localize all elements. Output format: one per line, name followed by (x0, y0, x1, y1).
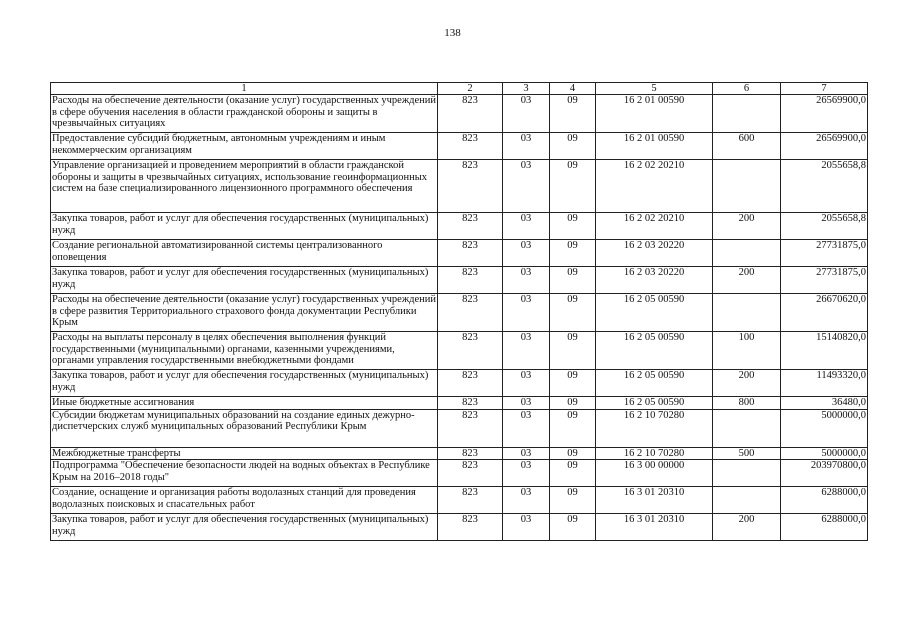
budget-table (50, 82, 868, 541)
header-col-3: 3 (503, 83, 550, 95)
header-col-6: 6 (713, 83, 781, 95)
row-name: Межбюджетные трансферты (51, 447, 438, 460)
row-subsection-code: 09 (550, 460, 596, 487)
row-subsection-code: 09 (550, 514, 596, 541)
row-name: Расходы на обеспечение деятельности (оказание услуг) государственных учреждений в сфере обучения населения в области гражданской обороны и защиты в чрезвычайных ситуациях (51, 95, 438, 133)
table-row (51, 447, 868, 460)
row-expense-type (713, 487, 781, 514)
row-name: Управление организацией и проведением мероприятий в области гражданской обороны и защиты в чрезвычайных ситуациях, использование геоинформационных систем на базе специализированного лицензионного программного обеспечения (51, 160, 438, 213)
row-section-code: 03 (503, 267, 550, 294)
table-row (51, 332, 868, 370)
row-subsection-code: 09 (550, 267, 596, 294)
row-amount: 6288000,0 (781, 487, 868, 514)
row-target-article: 16 2 03 20220 (596, 267, 713, 294)
row-subsection-code: 09 (550, 133, 596, 160)
table-row (51, 460, 868, 487)
row-subsection-code: 09 (550, 294, 596, 332)
table-row (51, 213, 868, 240)
row-expense-type (713, 294, 781, 332)
table-header-row (51, 83, 868, 95)
row-subsection-code: 09 (550, 370, 596, 397)
row-target-article: 16 2 05 00590 (596, 332, 713, 370)
table-row (51, 487, 868, 514)
row-expense-type: 800 (713, 397, 781, 410)
header-col-4: 4 (550, 83, 596, 95)
row-expense-type (713, 160, 781, 213)
row-section-code: 03 (503, 294, 550, 332)
row-target-article: 16 3 01 20310 (596, 487, 713, 514)
row-amount: 26670620,0 (781, 294, 868, 332)
row-subsection-code: 09 (550, 332, 596, 370)
row-target-article: 16 3 00 00000 (596, 460, 713, 487)
row-amount: 203970800,0 (781, 460, 868, 487)
row-name: Создание региональной автоматизированной системы централизованного оповещения (51, 240, 438, 267)
row-amount: 6288000,0 (781, 514, 868, 541)
row-name: Закупка товаров, работ и услуг для обеспечения государственных (муниципальных) нужд (51, 514, 438, 541)
table-row (51, 514, 868, 541)
table-row (51, 133, 868, 160)
row-expense-type: 200 (713, 213, 781, 240)
row-expense-type (713, 460, 781, 487)
table-row (51, 240, 868, 267)
row-subsection-code: 09 (550, 213, 596, 240)
row-amount: 15140820,0 (781, 332, 868, 370)
table-row (51, 267, 868, 294)
row-expense-type (713, 95, 781, 133)
row-name: Субсидии бюджетам муниципальных образований на создание единых дежурно-диспетчерских служб муниципальных образований Республики Крым (51, 409, 438, 447)
row-section-code: 03 (503, 460, 550, 487)
row-target-article: 16 3 01 20310 (596, 514, 713, 541)
row-ministry-code: 823 (438, 95, 503, 133)
row-target-article: 16 2 05 00590 (596, 294, 713, 332)
row-section-code: 03 (503, 447, 550, 460)
header-col-7: 7 (781, 83, 868, 95)
row-name: Расходы на обеспечение деятельности (оказание услуг) государственных учреждений в сфере развития Территориального страхового фонда документации Республики Крым (51, 294, 438, 332)
row-section-code: 03 (503, 240, 550, 267)
row-ministry-code: 823 (438, 240, 503, 267)
row-expense-type (713, 409, 781, 447)
table-row (51, 397, 868, 410)
row-ministry-code: 823 (438, 267, 503, 294)
row-name: Закупка товаров, работ и услуг для обеспечения государственных (муниципальных) нужд (51, 213, 438, 240)
row-subsection-code: 09 (550, 397, 596, 410)
row-target-article: 16 2 02 20210 (596, 160, 713, 213)
row-subsection-code: 09 (550, 240, 596, 267)
row-section-code: 03 (503, 213, 550, 240)
row-ministry-code: 823 (438, 294, 503, 332)
row-name: Подпрограмма "Обеспечение безопасности людей на водных объектах в Республике Крым на 2016–2018 годы" (51, 460, 438, 487)
table-row (51, 160, 868, 213)
row-target-article: 16 2 01 00590 (596, 95, 713, 133)
row-target-article: 16 2 10 70280 (596, 447, 713, 460)
row-section-code: 03 (503, 133, 550, 160)
row-expense-type: 100 (713, 332, 781, 370)
row-ministry-code: 823 (438, 397, 503, 410)
row-amount: 26569900,0 (781, 133, 868, 160)
row-expense-type: 200 (713, 267, 781, 294)
row-subsection-code: 09 (550, 487, 596, 514)
row-subsection-code: 09 (550, 409, 596, 447)
row-ministry-code: 823 (438, 409, 503, 447)
row-name: Расходы на выплаты персоналу в целях обеспечения выполнения функций государственными (муниципальными) органами, казенными учреждениями, органами управления государственными внебюджетными фондами (51, 332, 438, 370)
row-amount: 27731875,0 (781, 267, 868, 294)
row-section-code: 03 (503, 95, 550, 133)
row-ministry-code: 823 (438, 133, 503, 160)
row-amount: 5000000,0 (781, 447, 868, 460)
row-amount: 11493320,0 (781, 370, 868, 397)
row-amount: 5000000,0 (781, 409, 868, 447)
row-ministry-code: 823 (438, 160, 503, 213)
row-section-code: 03 (503, 514, 550, 541)
row-expense-type: 200 (713, 370, 781, 397)
table-row (51, 95, 868, 133)
page-number: 138 (444, 27, 461, 39)
row-section-code: 03 (503, 397, 550, 410)
row-name: Закупка товаров, работ и услуг для обеспечения государственных (муниципальных) нужд (51, 370, 438, 397)
row-ministry-code: 823 (438, 514, 503, 541)
row-name: Создание, оснащение и организация работы водолазных станций для проведения водолазных поисковых и спасательных работ (51, 487, 438, 514)
row-amount: 36480,0 (781, 397, 868, 410)
row-target-article: 16 2 01 00590 (596, 133, 713, 160)
table-row (51, 294, 868, 332)
row-target-article: 16 2 05 00590 (596, 370, 713, 397)
header-col-1: 1 (51, 83, 438, 95)
row-section-code: 03 (503, 160, 550, 213)
row-name: Предоставление субсидий бюджетным, автономным учреждениям и иным некоммерческим организациям (51, 133, 438, 160)
header-col-5: 5 (596, 83, 713, 95)
header-col-2: 2 (438, 83, 503, 95)
row-ministry-code: 823 (438, 370, 503, 397)
row-amount: 2055658,8 (781, 213, 868, 240)
row-target-article: 16 2 10 70280 (596, 409, 713, 447)
row-ministry-code: 823 (438, 213, 503, 240)
table-row (51, 370, 868, 397)
row-subsection-code: 09 (550, 95, 596, 133)
row-section-code: 03 (503, 487, 550, 514)
row-ministry-code: 823 (438, 487, 503, 514)
row-expense-type: 600 (713, 133, 781, 160)
row-target-article: 16 2 05 00590 (596, 397, 713, 410)
row-expense-type: 500 (713, 447, 781, 460)
row-amount: 27731875,0 (781, 240, 868, 267)
row-ministry-code: 823 (438, 332, 503, 370)
row-name: Закупка товаров, работ и услуг для обеспечения государственных (муниципальных) нужд (51, 267, 438, 294)
row-expense-type: 200 (713, 514, 781, 541)
row-section-code: 03 (503, 370, 550, 397)
row-amount: 2055658,8 (781, 160, 868, 213)
row-expense-type (713, 240, 781, 267)
row-target-article: 16 2 02 20210 (596, 213, 713, 240)
row-subsection-code: 09 (550, 160, 596, 213)
row-subsection-code: 09 (550, 447, 596, 460)
row-ministry-code: 823 (438, 460, 503, 487)
table-row (51, 409, 868, 447)
row-section-code: 03 (503, 332, 550, 370)
row-amount: 26569900,0 (781, 95, 868, 133)
row-ministry-code: 823 (438, 447, 503, 460)
row-target-article: 16 2 03 20220 (596, 240, 713, 267)
row-section-code: 03 (503, 409, 550, 447)
row-name: Иные бюджетные ассигнования (51, 397, 438, 410)
